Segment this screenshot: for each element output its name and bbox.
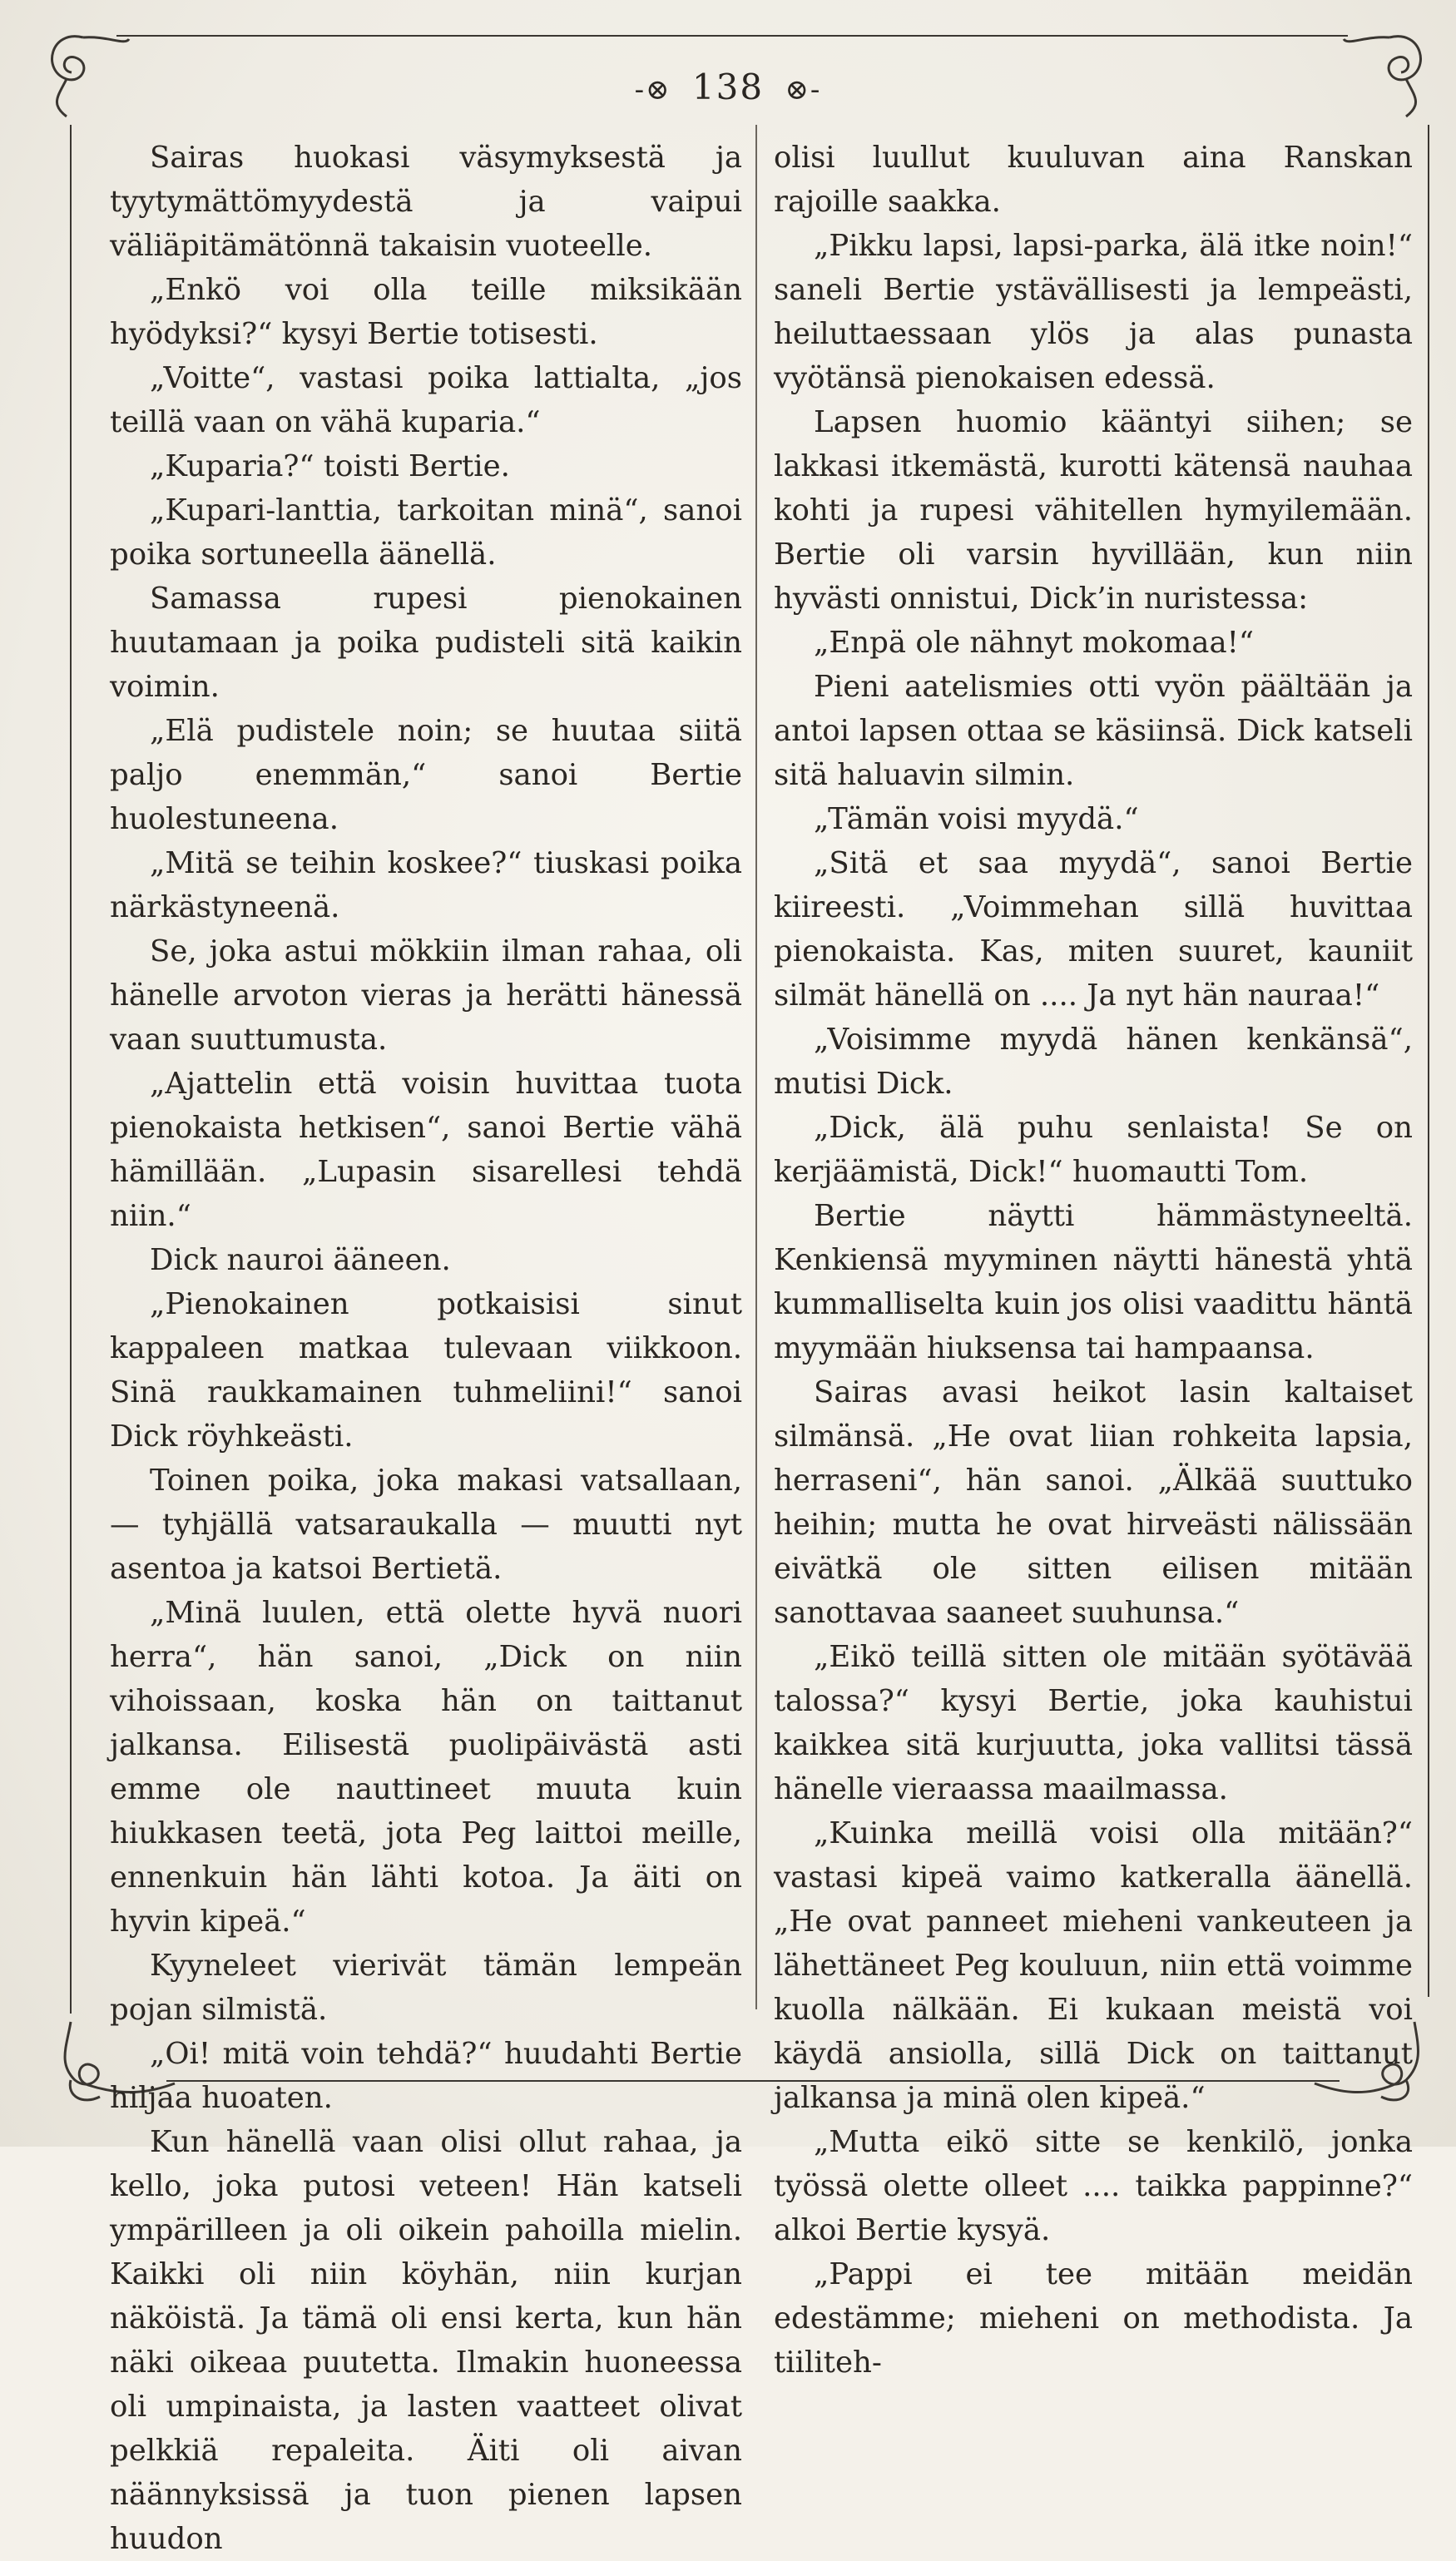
paragraph: Lapsen huomio kääntyi siihen; se lakkasi itkemästä, kurotti kätensä nauhaa kohti ja rupesi vähitellen hymyilemään. Bertie oli varsin hyvillään, kun niin hyvästi onnistui, Dick’in nuristessa: xyxy=(774,405,1413,616)
paragraph: Pieni aatelismies otti vyön päältään ja antoi lapsen ottaa se käsiinsä. Dick katseli sitä haluavin silmin. xyxy=(774,670,1413,792)
paragraph: Sairas avasi heikot lasin kaltaiset silmänsä. „He ovat liian rohkeita lapsia, herraseni“, hän sanoi. „Älkää suuttuko heihin; mutta he ovat hirveästi nälissään eivätkä ole sitten eilisen mitään sanottavaa saaneet suuhunsa.“ xyxy=(774,1375,1413,1630)
paragraph: „Pappi ei tee mitään meidän edestämme; mieheni on methodista. Ja tiiliteh- xyxy=(774,2257,1413,2380)
paragraph: „Elä pudistele noin; se huutaa siitä paljo enemmän,“ sanoi Bertie huolestuneena. xyxy=(110,714,742,836)
paragraph: „Dick, älä puhu senlaista! Se on kerjäämistä, Dick!“ huomautti Tom. xyxy=(774,1111,1413,1189)
paragraph: Toinen poika, joka makasi vatsallaan, — tyhjällä vatsaraukalla — muutti nyt asentoa ja katsoi Bertietä. xyxy=(110,1464,742,1586)
paragraph: olisi luullut kuuluvan aina Ranskan rajoille saakka. xyxy=(774,141,1413,219)
paragraph: Sairas huokasi väsymyksestä ja tyytymättömyydestä ja vaipui väliäpitämätönnä takaisin vuoteelle. xyxy=(110,141,742,263)
paragraph: „Voisimme myydä hänen kenkänsä“, mutisi Dick. xyxy=(774,1023,1413,1101)
header-right-ornament: ⊗- xyxy=(785,73,822,107)
paragraph: „Pienokainen potkaisisi sinut kappaleen matkaa tulevaan viikkoon. Sinä raukkamainen tuhmeliini!“ sanoi Dick röyhkeästi. xyxy=(110,1287,742,1454)
page-header xyxy=(0,67,1456,107)
paragraph: „Enkö voi olla teille miksikään hyödyksi?“ kysyi Bertie totisesti. xyxy=(110,273,742,351)
paragraph: „Mutta eikö sitte se kenkilö, jonka työssä olette olleet .... taikka pappinne?“ alkoi Bertie kysyä. xyxy=(774,2125,1413,2247)
paragraph: „Enpä ole nähnyt mokomaa!“ xyxy=(814,626,1255,660)
paragraph: Samassa rupesi pienokainen huutamaan ja poika pudisteli sitä kaikin voimin. xyxy=(110,582,742,704)
top-border-line xyxy=(116,35,1348,37)
paragraph: „Kuinka meillä voisi olla mitään?“ vastasi kipeä vaimo katkeralla äänellä. „He ovat panneet mieheni vankeuteen ja lähettäneet Peg kouluun, niin että voimme kuolla nälkään. Ei kukaan meistä voi käydä ansiolla, sillä Dick on taittanut jalkansa ja minä olen kipeä.“ xyxy=(774,1816,1413,2115)
right-border-line xyxy=(1428,125,1429,1997)
paragraph: Kyyneleet vierivät tämän lempeän pojan silmistä. xyxy=(110,1949,742,2027)
left-border-line xyxy=(70,125,72,2014)
paragraph: „Ajattelin että voisin huvittaa tuota pienokaista hetkisen“, sanoi Bertie vähä hämillään. „Lupasin sisarellesi tehdä niin.“ xyxy=(110,1067,742,1233)
page-number: 138 xyxy=(691,67,765,107)
paragraph: „Mitä se teihin koskee?“ tiuskasi poika närkästyneenä. xyxy=(110,846,742,924)
header-left-ornament: -⊗ xyxy=(634,73,671,107)
left-text-column xyxy=(110,136,742,2561)
paragraph: „Minä luulen, että olette hyvä nuori herra“, hän sanoi, „Dick on niin vihoissaan, koska hän on taittanut jalkansa. Eilisestä puolipäivästä asti emme ole nauttineet muuta kuin hiukkasen teetä, jota Peg laittoi meille, ennenkuin hän lähti kotoa. Ja äiti on hyvin kipeä.“ xyxy=(110,1596,742,1939)
paragraph: „Oi! mitä voin tehdä?“ huudahti Bertie hiljaa huoaten. xyxy=(110,2037,742,2115)
paragraph: „Pikku lapsi, lapsi-parka, älä itke noin!“ saneli Bertie ystävällisesti ja lempeästi, heiluttaessaan ylös ja alas punasta vyötänsä pienokaisen edessä. xyxy=(774,229,1413,395)
paragraph: „Kuparia?“ toisti Bertie. xyxy=(150,449,510,483)
paragraph: „Kupari-lanttia, tarkoitan minä“, sanoi poika sortuneella äänellä. xyxy=(110,493,742,572)
paragraph: „Sitä et saa myydä“, sanoi Bertie kiireesti. „Voimmehan sillä huvittaa pienokaista. Kas, miten suuret, kauniit silmät hänellä on .... Ja nyt hän nauraa!“ xyxy=(774,846,1413,1013)
paragraph: „Tämän voisi myydä.“ xyxy=(814,802,1139,836)
paragraph: Kun hänellä vaan olisi ollut rahaa, ja kello, joka putosi veteen! Hän katseli ympärilleen ja oli oikein pahoilla mielin. Kaikki oli niin köyhän, niin kurjan näköistä. Ja tämä oli ensi kerta, kun hän näki oikeaa puutetta. Ilmakin huoneessa oli umpinaista, ja lasten vaatteet olivat pelkkiä repaleita. Äiti oli aivan näännyksissä ja tuon pienen lapsen huudon xyxy=(110,2125,742,2556)
paragraph: Dick nauroi ääneen. xyxy=(150,1243,451,1277)
paragraph: „Voitte“, vastasi poika lattialta, „jos teillä vaan on vähä kuparia.“ xyxy=(110,361,742,439)
paragraph: „Eikö teillä sitten ole mitään syötävää talossa?“ kysyi Bertie, joka kauhistui kaikkea sitä kurjuutta, joka vallitsi tässä hänelle vieraassa maailmassa. xyxy=(774,1640,1413,1806)
paragraph: Se, joka astui mökkiin ilman rahaa, oli hänelle arvoton vieras ja herätti hänessä vaan suuttumusta. xyxy=(110,934,742,1057)
column-divider xyxy=(755,125,757,2009)
paragraph: Bertie näytti hämmästyneeltä. Kenkiensä myyminen näytti hänestä yhtä kummalliselta kuin jos olisi vaadittu häntä myymään hiuksensa tai hampaansa. xyxy=(774,1199,1413,1365)
right-text-column xyxy=(774,136,1413,2385)
